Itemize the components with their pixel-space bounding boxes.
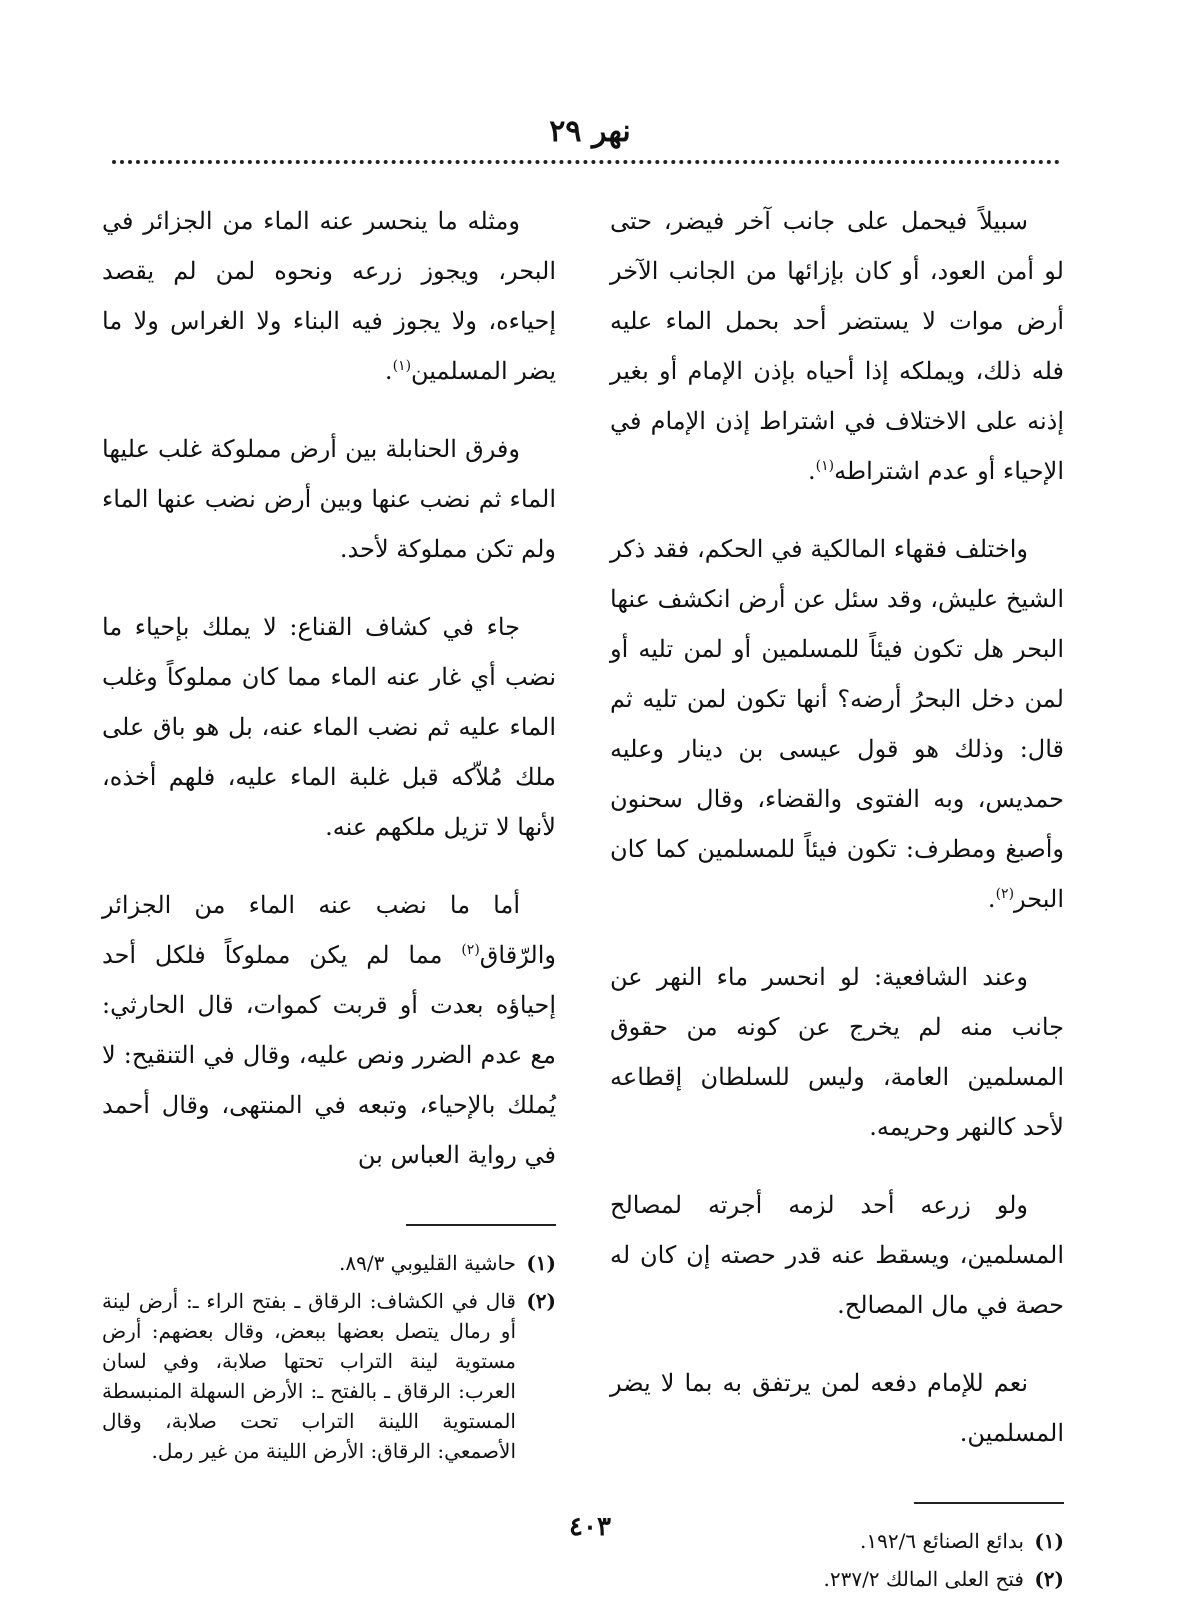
right-paragraph-1: سبيلاً فيحمل على جانب آخر فيضر، حتى لو أمن العود، أو كان بإزائها من الجانب الآخر أرض موات لا يستضر أحد بحمل الماء عليه فله ذلك، ويملكه إذا أحياه بإذن الإمام أو بغير إذنه على الاختلاف في اشتراط إذن الإمام في الإحياء أو عدم اشتراطه$^{(١)}$. bbox=[610, 207, 1064, 485]
footnote-separator bbox=[406, 1224, 556, 1226]
left-paragraph-3: جاء في كشاف القناع: لا يملك بإحياء ما نضب أي غار عنه الماء مما كان مملوكاً وغلب الماء عليه ثم نضب الماء عنه، بل هو باق على ملك مُلاّكه قبل غلبة الماء عليه، فلهم أخذه، لأنها لا تزيل ملكهم عنه. bbox=[102, 613, 556, 841]
page-header-title: نهر ٢٩ bbox=[549, 114, 631, 149]
page-number: ٤٠٣ bbox=[569, 1512, 611, 1542]
header-dotted-rule bbox=[112, 160, 1060, 164]
footnote-ref: (٢) bbox=[461, 942, 480, 958]
footnote: (١) بدائع الصنائع ١٩٢/٦. bbox=[860, 1529, 1064, 1553]
footnote-ref: (١) bbox=[392, 358, 412, 374]
right-column bbox=[610, 196, 1064, 1602]
right-paragraph-2: واختلف فقهاء المالكية في الحكم، فقد ذكر الشيخ عليش، وقد سئل عن أرض انكشف عنها البحر هل تكون فيئاً للمسلمين أو لمن تليه أو لمن دخل البحرُ أرضه؟ أنها تكون لمن تليه ثم قال: وذلك هو قول عيسى بن دينار وعليه حمديس، وبه الفتوى والقضاء، وقال سحنون وأصبغ ومطرف: تكون فيئاً للمسلمين كما كان البحر$^{(٢)}$. bbox=[610, 535, 1064, 913]
left-footnotes bbox=[102, 1248, 556, 1466]
footnote-ref: (١) bbox=[815, 458, 835, 474]
left-paragraph-2: وفرق الحنابلة بين أرض مملوكة غلب عليها الماء ثم نضب عنها وبين أرض نضب عنها الماء ولم تكن مملوكة لأحد. bbox=[102, 435, 556, 563]
right-paragraph-3: وعند الشافعية: لو انحسر ماء النهر عن جانب منه لم يخرج عن كونه من حقوق المسلمين العامة، وليس للسلطان إقطاعه لأحد كالنهر وحريمه. bbox=[610, 963, 1064, 1141]
left-column bbox=[102, 196, 556, 1474]
footnote-separator bbox=[914, 1502, 1064, 1504]
right-paragraph-5: نعم للإمام دفعه لمن يرتفق به بما لا يضر المسلمين. bbox=[610, 1369, 1064, 1447]
left-paragraph-4: أما ما نضب عنه الماء من الجزائر والرّقاق$^{(٢)}$ مما لم يكن مملوكاً فلكل أحد إحياؤه بعدت أو قربت كموات، قال الحارثي: مع عدم الضرر ونص عليه، وقال في التنقيح: لا يُملك بالإحياء، وتبعه في المنتهى، وقال أحمد في رواية العباس بن bbox=[102, 891, 556, 1169]
right-paragraph-4: ولو زرعه أحد لزمه أجرته لمصالح المسلمين، ويسقط عنه قدر حصته إن كان له حصة في مال المصالح. bbox=[610, 1191, 1064, 1319]
footnote-ref: (٢) bbox=[995, 886, 1015, 902]
footnote: (١) حاشية القليوبي ٨٩/٣. bbox=[338, 1251, 556, 1275]
left-paragraph-1: ومثله ما ينحسر عنه الماء من الجزائر في البحر، ويجوز زرعه ونحوه لمن لم يقصد إحياءه، ولا يجوز فيه البناء ولا الغراس ولا ما يضر المسلمين$^{(١)}$. bbox=[102, 207, 556, 385]
footnote: (٢) قال في الكشاف: الرقاق ـ بفتح الراء ـ: أرض لينة أو رمال يتصل بعضها ببعض، وقال بعضهم: أرض مستوية لينة التراب تحتها صلابة، وفي لسان العرب: الرقاق ـ بالفتح ـ: الأرض السهلة المنبسطة المستوية اللينة التراب تحت صلابة، وقال الأصمعي: الرقاق: الأرض اللينة من غير رمل. bbox=[102, 1289, 556, 1463]
footnote: (٢) فتح العلى المالك ٢٣٧/٢. bbox=[823, 1567, 1064, 1591]
